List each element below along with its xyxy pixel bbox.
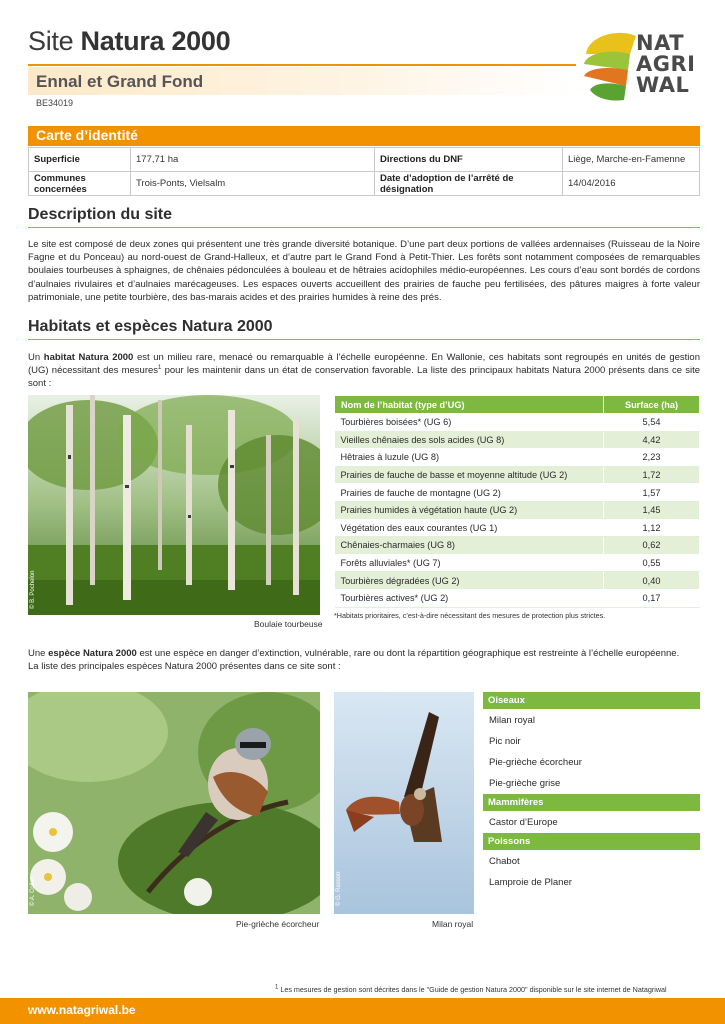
site-name: Ennal et Grand Fond [36,72,204,91]
superficie-value: 177,71 ha [131,148,375,172]
title-divider [28,64,576,66]
species-item: Pie-grièche grise [489,778,561,789]
habitat-name: Prairies humides à végétation haute (UG 2) [335,501,604,519]
table-row [29,172,700,196]
page-title: Site Natura 2000 [28,26,231,56]
communes-value: Trois-Ponts, Vielsalm [131,172,375,196]
habitat-name: Chênaies-charmaies (UG 8) [335,537,604,555]
table-row [335,414,700,432]
photo-credit: © B. Pochelon [30,570,36,609]
boulaie-caption: Boulaie tourbeuse [254,619,323,629]
habitat-name: Tourbières dégradées (UG 2) [335,572,604,590]
species-item: Milan royal [489,715,535,726]
species-intro: Une espèce Natura 2000 est une espèce en danger d’extinction, vulnérable, rare ou dont la répartition géographique est restreinte à l’échelle européenne. La liste des principales espèces Natura 2000 présentes dans ce site sont : [28,648,680,673]
birch-forest-image [28,395,320,615]
habitat-area: 0,55 [604,554,700,572]
table-row [335,431,700,449]
superficie-label: Superficie [29,148,131,172]
habitat-name: Prairies de fauche de montagne (UG 2) [335,484,604,502]
habitat-name: Vieilles chênaies des sols acides (UG 8) [335,431,604,449]
column-header-area: Surface (ha) [604,396,700,414]
species-list [483,692,700,893]
kite-photo [334,692,474,914]
habitats-heading: Habitats et espèces Natura 2000 [28,318,273,335]
habitats-note: *Habitats prioritaires, c’est-à-dire nécessitant des mesures de protection plus strictes. [334,611,606,620]
dnf-value: Liège, Marche-en-Famenne [563,148,700,172]
dnf-label: Directions du DNF [375,148,563,172]
red-kite-image [334,692,474,914]
habitat-area: 0,17 [604,589,700,607]
habitat-name: Prairies de fauche de basse et moyenne altitude (UG 2) [335,466,604,484]
table-row [335,519,700,537]
identity-title: Carte d’identité [36,127,138,143]
table-row [335,449,700,467]
habitat-name: Tourbières boisées* (UG 6) [335,414,604,432]
table-row [335,554,700,572]
species-group-header: Oiseaux [483,692,700,709]
habitat-name: Hêtraies à luzule (UG 8) [335,449,604,467]
identity-table [28,147,700,196]
habitats-table [334,395,700,608]
table-row [335,572,700,590]
species-item: Pic noir [489,736,521,747]
species-item: Castor d’Europe [489,817,558,828]
habitats-divider [28,339,700,340]
habitat-area: 1,45 [604,501,700,519]
boulaie-photo [28,395,320,615]
habitat-name: Tourbières actives* (UG 2) [335,589,604,607]
species-item: Chabot [489,856,520,867]
description-heading: Description du site [28,206,173,223]
habitats-table-body [335,414,700,608]
habitat-name: Forêts alluviales* (UG 7) [335,554,604,572]
date-label: Date d’adoption de l’arrêté de désignation [375,172,563,196]
shrike-image [28,692,320,914]
photo-credit: © G. Rasson [336,871,342,906]
description-divider [28,227,700,228]
description-text: Le site est composé de deux zones qui présentent une très grande diversité botanique. D’une part deux portions de vallées ardennaises (Ruisseau de la Noire Fagne et du Ponceau) au nord-ouest de Grand-Halleux, et d’autre part le Grand Fond à Petit-Thier. Les forêts sont notamment composées de remarquables boulaies tourbeuses à sphaignes, de chênaies pédonculées à bouleau et de hêtraies acidophiles médio-européennes. Les cours d’eau sont bordés de cordons d’aulnaies rivulaires et d’aulnaies marécageuses. Les espaces ouverts accueillent des prairies de fauche peu fertilisées, des pâtures maigres à forte valeur patrimoniale, une petite tourbière, des bas-marais acides et des prairies humides à reine des prés. [28,239,700,303]
habitat-area: 2,23 [604,449,700,467]
table-row [335,501,700,519]
species-group-header: Poissons [483,833,700,850]
shrike-caption: Pie-grièche écorcheur [236,919,320,929]
habitat-area: 4,42 [604,431,700,449]
footnote: $^1$ Les mesures de gestion sont décrites dans le "Guide de gestion Natura 2000" disponible sur le site internet de Natagriwal [275,984,667,994]
table-row [335,484,700,502]
table-row [335,589,700,607]
table-row [335,537,700,555]
habitat-area: 0,62 [604,537,700,555]
species-item: Pie-grièche écorcheur [489,757,582,768]
table-row [335,466,700,484]
website-link[interactable]: www.natagriwal.be [28,1003,136,1017]
shrike-photo [28,692,320,914]
habitat-area: 1,72 [604,466,700,484]
date-value: 14/04/2016 [563,172,700,196]
table-row [29,148,700,172]
kite-caption: Milan royal [432,919,474,929]
logo-wordmark: NAT AGRI WAL [636,31,696,97]
column-header-name: Nom de l’habitat (type d’UG) [335,396,604,414]
photo-credit: © A. Collet [30,877,36,906]
habitat-area: 0,40 [604,572,700,590]
habitat-area: 1,57 [604,484,700,502]
species-item: Lamproie de Planer [489,877,572,888]
habitat-area: 1,12 [604,519,700,537]
habitats-intro: Un habitat Natura 2000 est un milieu rare, menacé ou remarquable à l’échelle européenne. En Wallonie, ces habitats sont regroupés en unités de gestion (UG) nécessitant des mesures$^1$ pour les maintenir dans un état de conservation favorable. La liste des principaux habitats Natura 2000 présents dans ce site sont : [28,352,701,390]
species-group-header: Mammifères [483,794,700,811]
habitat-name: Végétation des eaux courantes (UG 1) [335,519,604,537]
site-code: BE34019 [36,98,74,108]
communes-label: Communes concernées [29,172,131,196]
habitat-area: 5,54 [604,414,700,432]
table-header-row [335,396,700,414]
